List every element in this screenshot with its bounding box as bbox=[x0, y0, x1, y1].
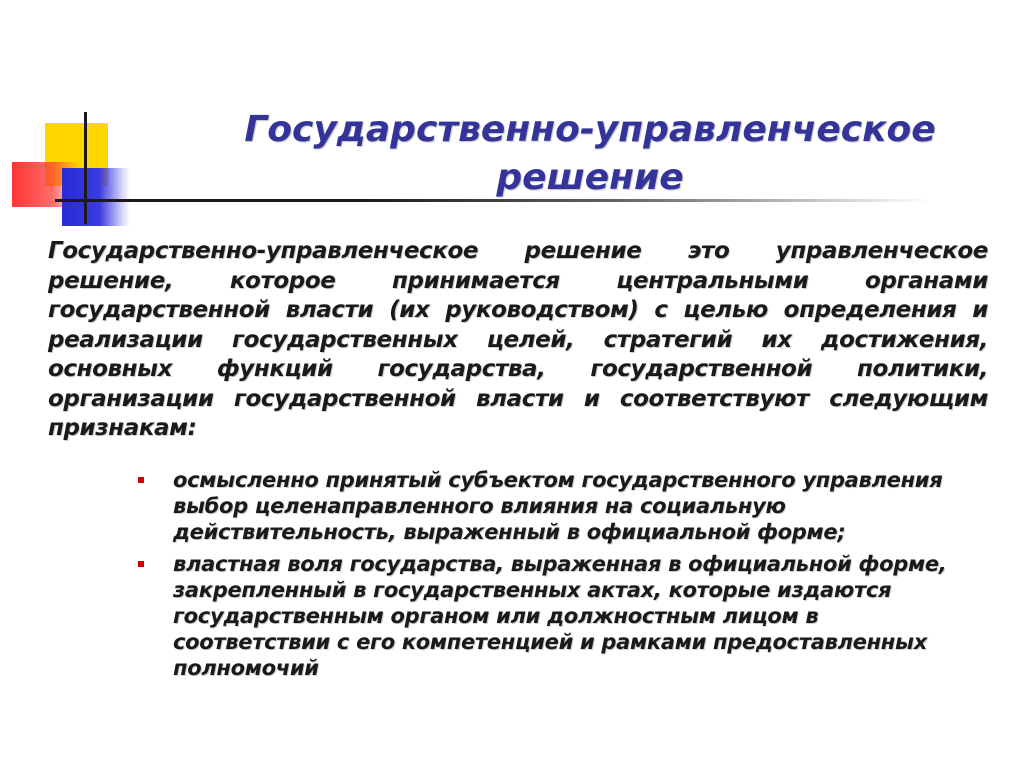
square-bullet-icon bbox=[138, 477, 144, 483]
bullet-text: властная воля государства, выраженная в официальной форме, закрепленный в государственных актах, которые издаются государственным органом или должностным лицом в соответствии с его компетенцией и рамками предоставленных полномочий bbox=[173, 552, 947, 680]
bullet-list bbox=[137, 467, 957, 687]
vertical-rule bbox=[84, 112, 87, 224]
square-bullet-icon bbox=[138, 561, 144, 567]
list-item bbox=[137, 551, 957, 681]
definition-paragraph: Государственно-управленческое решение это управленческое решение, которое принимается центральными органами государственной власти (их руководством) с целью определения и реализации государственных целей, стратегий их достижения, основных функций государства, государственной политики, организации государственной власти и соответствуют следующим признакам: bbox=[48, 238, 988, 441]
blue-square-icon bbox=[62, 168, 130, 226]
list-item bbox=[137, 467, 957, 545]
bullet-text: осмысленно принятый субъектом государственного управления выбор целенаправленного влияния на социальную действительность, выраженный в официальной форме; bbox=[173, 468, 943, 544]
slide-title: Государственно-управленческое решение bbox=[244, 109, 936, 199]
